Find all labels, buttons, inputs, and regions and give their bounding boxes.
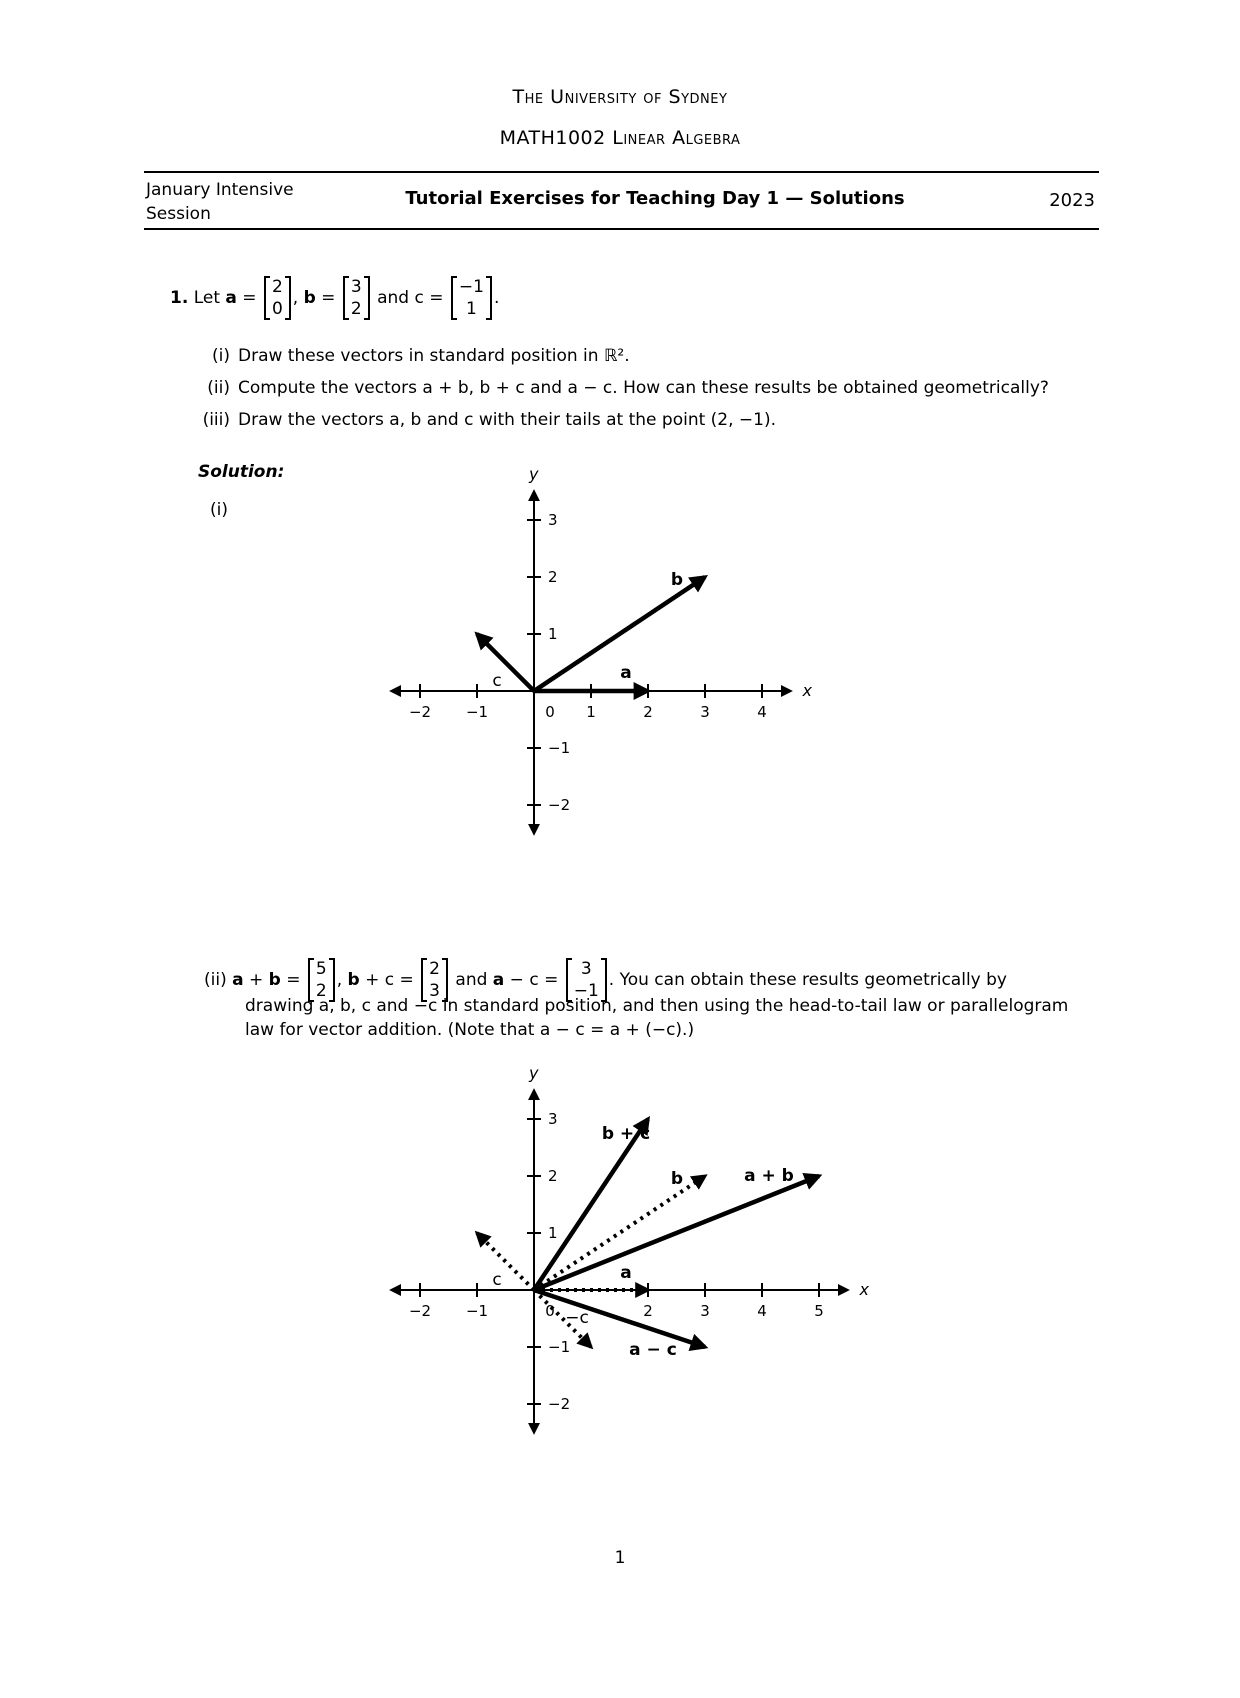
part-ii: (ii) Compute the vectors a + b, b + c and a − c. How can these results be obtained geometrically?	[207, 378, 1049, 398]
question-1-statement: 1. Let a = 2 0 , b = 3 2 and c = −1 1 .	[170, 277, 500, 319]
x-axis-label: x	[802, 681, 812, 700]
y-axis-label: y	[529, 464, 539, 484]
vector-arrow	[477, 634, 534, 691]
vector-label: a − c	[629, 1340, 677, 1360]
vector-a-name: a	[225, 288, 237, 308]
course-title: MATH1002 Linear Algebra	[499, 127, 741, 149]
session-line-2: Session	[146, 204, 211, 224]
solution-part-ii: (ii) a + b = 5 2 , b + c = 2 3 and a − c = 3 −1 . You can obtain these results geometrically by	[204, 959, 1007, 1001]
x-tick-label: 4	[757, 703, 767, 721]
x-tick-label: −1	[465, 703, 489, 721]
question-number: 1.	[170, 288, 189, 308]
year: 2023	[1049, 190, 1095, 211]
vector-plot-2	[400, 1065, 940, 1455]
solution-part-i-label: (i)	[210, 500, 228, 520]
vector-plot-1	[400, 464, 860, 905]
solution-label: Solution:	[198, 462, 285, 482]
x-tick-label: −2	[408, 1302, 432, 1320]
vector-label: c	[492, 671, 502, 691]
x-tick-label: 3	[700, 1302, 710, 1320]
y-tick-label: 2	[548, 1167, 558, 1185]
session-line-1: January Intensive	[146, 180, 294, 200]
vector-c-name: c	[414, 288, 424, 308]
part-iii: (iii) Draw the vectors a, b and c with their tails at the point (2, −1).	[202, 410, 777, 430]
vector-a-minus-c-matrix: 3 −1	[566, 958, 607, 1002]
x-tick-label: 0	[545, 1302, 555, 1320]
solution-part-ii-label: (ii)	[204, 970, 227, 990]
solution-ii-line-3: law for vector addition. (Note that a − c = a + (−c).)	[245, 1020, 695, 1040]
y-tick-label: −1	[548, 1338, 571, 1356]
vector-a-matrix: 2 0	[264, 276, 291, 320]
x-tick-label: 0	[545, 703, 555, 721]
let-word: Let	[193, 288, 220, 308]
vector-label: b	[670, 570, 684, 590]
document-title: Tutorial Exercises for Teaching Day 1 — Solutions	[405, 188, 905, 209]
page-number: 1	[614, 1548, 626, 1568]
vector-b-name: b	[303, 288, 316, 308]
y-axis-label: y	[529, 1063, 539, 1083]
y-tick-label: −2	[548, 796, 571, 814]
x-tick-label: 4	[757, 1302, 767, 1320]
x-tick-label: −2	[408, 703, 432, 721]
vector-label: c	[492, 1270, 502, 1290]
y-tick-label: 1	[548, 1224, 558, 1242]
vector-arrow	[477, 1233, 534, 1290]
x-tick-label: 2	[643, 1302, 653, 1320]
vector-b-matrix: 3 2	[343, 276, 370, 320]
vector-label: b	[670, 1169, 684, 1189]
session-label	[146, 178, 326, 226]
vector-c-matrix: −1 1	[451, 276, 492, 320]
x-tick-label: 5	[814, 1302, 824, 1320]
y-tick-label: 1	[548, 625, 558, 643]
solution-ii-line-2: drawing a, b, c and −c in standard position, and then using the head-to-tail law or parallelogram	[245, 996, 1069, 1016]
x-tick-label: 3	[700, 703, 710, 721]
y-tick-label: −1	[548, 739, 571, 757]
vector-label: a	[620, 1263, 632, 1283]
header-bottom-rule	[144, 228, 1099, 230]
vector-label: −c	[565, 1308, 589, 1328]
y-tick-label: 2	[548, 568, 558, 586]
y-tick-label: 3	[548, 511, 558, 529]
part-i: (i) Draw these vectors in standard position in ℝ².	[212, 346, 630, 366]
vector-label: a	[620, 663, 632, 683]
vector-a-plus-b-matrix: 5 2	[308, 958, 335, 1002]
x-tick-label: −1	[465, 1302, 489, 1320]
header-top-rule	[144, 171, 1099, 173]
y-tick-label: −2	[548, 1395, 571, 1413]
x-tick-label: 2	[643, 703, 653, 721]
y-tick-label: 3	[548, 1110, 558, 1128]
vector-arrow	[534, 1176, 819, 1290]
vector-b-plus-c-matrix: 2 3	[421, 958, 448, 1002]
vector-label: b + c	[601, 1124, 651, 1144]
x-axis-label: x	[859, 1280, 869, 1299]
university-name: The University of Sydney	[512, 86, 728, 108]
x-tick-label: 1	[586, 703, 596, 721]
and-word: and	[377, 288, 410, 308]
vector-label: a + b	[744, 1166, 794, 1186]
